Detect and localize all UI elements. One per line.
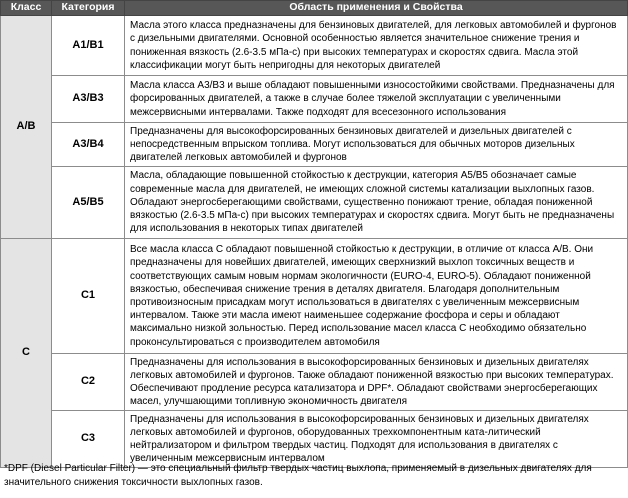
header-category: Категория — [52, 1, 125, 16]
category-cell: A3/B3 — [52, 76, 125, 123]
description-cell: Предназначены для высокофорсированных бензиновых двигателей и дизельных двигателей с непосредственным впрыском топлива. Могут использоваться для обычных моторов дизельных двигателей легковых автомобилей и фургонов — [125, 123, 628, 167]
description-cell: Предназначены для использования в высокофорсированных бензиновых и дизельных двигателях легковых автомобилей и фургонов, оборудованных трехкомпонентным ката-литический нейтрализатором и фильтром твердых частиц. Подходят для использования в двигателях с увеличенным межсервисным интервалом — [125, 411, 628, 468]
class-cell-c: C — [1, 239, 52, 468]
header-class: Класс — [1, 1, 52, 16]
category-cell: A1/B1 — [52, 16, 125, 76]
description-cell: Предназначены для использования в высокофорсированных бензиновых и дизельных двигателях легковых автомобилей и фургонов. Также обладают пониженной вязкостью при высоких температурах. Обеспечивают продление ресурса катализатора и DPF*. Обладают свойствами энергосберегающих масел, улучшающими топливную экономичность двигателя — [125, 354, 628, 411]
table-row — [1, 354, 628, 411]
table-row — [1, 239, 628, 354]
footnote: *DPF (Diesel Particular Filter) — это специальный фильтр твердых частиц выхлопа, применяемый в дизельных двигателях для значительного снижения токсичности выхлопных газов. — [4, 463, 592, 488]
category-cell: A5/B5 — [52, 167, 125, 239]
header-row — [1, 1, 628, 16]
table-row — [1, 76, 628, 123]
header-description: Область применения и Свойства — [125, 1, 628, 16]
table-row — [1, 167, 628, 239]
class-cell-ab: A/B — [1, 16, 52, 239]
description-cell: Масла, обладающие повышенной стойкостью к деструкции, категория A5/B5 обозначает самые современные масла для двигателей, не имеющих сложной системы катализации выхлопных газов. Обладают энергосберегающими свойствами, существенно понижают трение, обладая пониженной вязкостью (2.6-3.5 мПа-с) при высоких температурах и скоростях сдвига. Могут быть не предназначены для использования в некоторых типах двигателей — [125, 167, 628, 239]
description-cell: Масла класса A3/B3 и выше обладают повышенными износостойкими свойствами. Предназначены для форсированных двигателей, а также в случае более тяжелой эксплуатации с увеличенными межсервисными интервалами. Также подходят для всесезонного использования — [125, 76, 628, 123]
category-cell: C1 — [52, 239, 125, 354]
category-cell: A3/B4 — [52, 123, 125, 167]
description-cell: Масла этого класса предназначены для бензиновых двигателей, для легковых автомобилей и фургонов с дизельными двигателями. Основной особенностью является значительное снижение трения и пониженная вязкость (2.6-3.5 мПа-с) при высоких температурах и скоростях сдвига. Масла этой классификации могут быть непригодны для некоторых двигателей — [125, 16, 628, 76]
category-cell: C3 — [52, 411, 125, 468]
table-row — [1, 16, 628, 76]
table-row — [1, 411, 628, 468]
table-row — [1, 123, 628, 167]
description-cell: Все масла класса С обладают повышенной стойкостью к деструкции, в отличие от класса A/B. Они предназначены для новейших двигателей, имеющих сверхнизкий выхлоп токсичных веществ и соответствующих самым новым нормам экологичности (EURO-4, EURO-5). Обладают пониженной вязкостью, обеспечивая снижение трения в деталях двигателя. Благодаря дополнительным противоизносным присадкам могут использоваться в двигателях с увеличенным межсервисным интервалом. Также эти масла имеют наименьшее содержание фосфора и серы и обладают максимально низкой зольностью. Перед использование масел класса С необходимо обязательно проконсультироваться с производителем автомобиля — [125, 239, 628, 354]
category-cell: C2 — [52, 354, 125, 411]
